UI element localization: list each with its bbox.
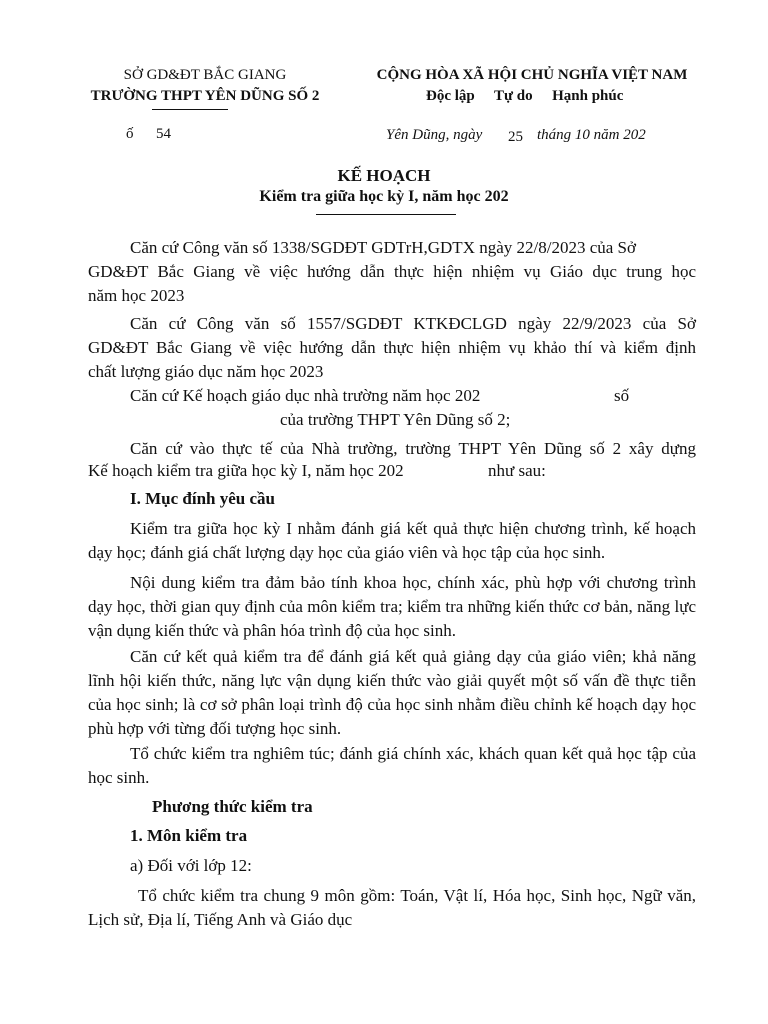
subsection-1-heading: 1. Môn kiểm tra xyxy=(130,826,248,845)
basis-1-text-1: Căn cứ Công văn số 1338/SGDĐT GDTrH,GDTX ngày 22/8/2023 của Sở xyxy=(130,238,636,257)
section-1-paragraph-1 xyxy=(88,517,696,565)
basis-2-line-2: GD&ĐT Bắc Giang về việc hướng dẫn thực hiện nhiệm vụ khảo thí và kiểm định xyxy=(88,338,696,357)
basis-plan-line-1: Căn cứ Kế hoạch giáo dục nhà trường năm học 202 xyxy=(130,386,481,405)
basis-plan-line-2: của trường THPT Yên Dũng số 2; xyxy=(280,410,511,429)
date-prefix: Yên Dũng, ngày xyxy=(386,127,483,143)
date-day: 25 xyxy=(508,129,523,145)
basis-reality-line-2-end: như sau: xyxy=(488,461,546,480)
school-name: TRƯỜNG THPT YÊN DŨNG SỐ 2 xyxy=(90,88,320,104)
basis-reality-paragraph xyxy=(88,437,696,461)
department-name: SỞ GD&ĐT BẮC GIANG xyxy=(123,67,287,83)
basis-1-line-1 xyxy=(88,236,696,260)
title-underline xyxy=(316,214,456,215)
basis-1-line-2: GD&ĐT Bắc Giang về việc hướng dẫn thực hiện nhiệm vụ Giáo dục trung học xyxy=(88,262,696,281)
basis-2-line-1: Căn cứ Công văn số 1557/SGDĐT KTKĐCLGD ngày 22/9/2023 của Sở xyxy=(130,314,696,333)
document-number: 54 xyxy=(156,126,171,142)
motto-freedom: Tự do xyxy=(493,88,533,104)
section-1-text-4: Tổ chức kiểm tra nghiêm túc; đánh giá chính xác, khách quan kết quả học tập của học sinh. xyxy=(88,744,696,787)
section-1-paragraph-3 xyxy=(88,645,696,741)
motto-independence: Độc lập xyxy=(426,88,475,104)
basis-reality-line-1: Căn cứ vào thực tế của Nhà trường, trường THPT Yên Dũng số 2 xây dựng xyxy=(130,439,696,458)
section-1-text-2: Nội dung kiểm tra đảm bảo tính khoa học, chính xác, phù hợp với chương trình dạy học, thời gian quy định của môn kiểm tra; kiểm tra những kiến thức cơ bản, năng lực vận dụng kiến thức và phân hóa trình độ của học sinh. xyxy=(88,573,696,640)
section-2-heading: Phương thức kiểm tra xyxy=(152,797,313,816)
item-a-heading: a) Đối với lớp 12: xyxy=(130,856,252,875)
date-suffix: tháng 10 năm 202 xyxy=(537,127,646,143)
section-1-heading: I. Mục đính yêu cầu xyxy=(130,489,275,508)
basis-plan-number-label: số xyxy=(614,386,630,405)
basis-paragraph-2 xyxy=(88,312,696,384)
document-subtitle: Kiểm tra giữa học kỳ I, năm học 202 xyxy=(259,188,509,205)
basis-paragraph-1 xyxy=(88,236,696,308)
basis-reality-line-2: Kế hoạch kiểm tra giữa học kỳ I, năm học 202 xyxy=(88,461,404,480)
basis-2-line-3: chất lượng giáo dục năm học 2023 xyxy=(88,362,324,381)
document-number-prefix: ố xyxy=(126,126,134,142)
motto-happiness: Hạnh phúc xyxy=(552,88,624,104)
basis-1-line-3: năm học 2023 xyxy=(88,286,185,305)
item-a-text: Tổ chức kiểm tra chung 9 môn gồm: Toán, Vật lí, Hóa học, Sinh học, Ngữ văn, Lịch sử, Địa lí, Tiếng Anh và Giáo dục xyxy=(88,886,696,929)
item-a-paragraph xyxy=(88,884,696,932)
section-1-paragraph-4 xyxy=(88,742,696,790)
motto xyxy=(426,88,623,105)
section-1-paragraph-2 xyxy=(88,571,696,643)
school-name-underline xyxy=(152,109,228,110)
document-title: KẾ HOẠCH xyxy=(337,166,431,185)
section-1-text-1: Kiểm tra giữa học kỳ I nhằm đánh giá kết quả thực hiện chương trình, kế hoạch dạy học; đánh giá chất lượng dạy học của giáo viên và học tập của học sinh. xyxy=(88,519,696,562)
section-1-text-3: Căn cứ kết quả kiểm tra để đánh giá kết quả giảng dạy của giáo viên; khả năng lĩnh hội kiến thức, năng lực vận dụng kiến thức vào giải quyết một số vấn đề thực tiễn của học sinh; là cơ sở phân loại trình độ của học sinh nhằm điều chỉnh kế hoạch dạy học phù hợp với từng đối tượng học sinh. xyxy=(88,647,696,738)
country-name: CỘNG HÒA XÃ HỘI CHỦ NGHĨA VIỆT NAM xyxy=(376,67,688,83)
